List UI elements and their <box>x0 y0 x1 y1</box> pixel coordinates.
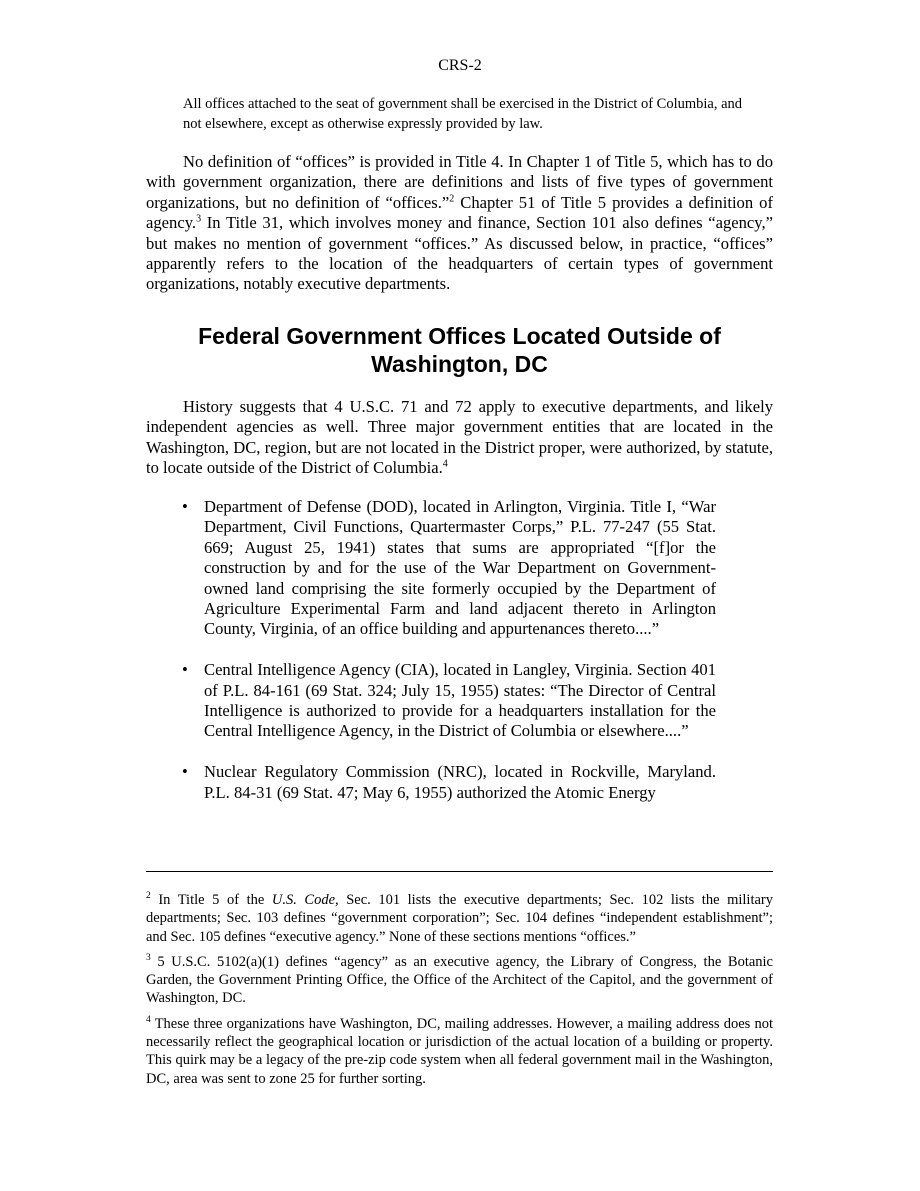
footnote-reference[interactable]: 3 <box>196 213 202 225</box>
footnote-2 <box>146 891 773 946</box>
footnote-divider <box>146 871 773 872</box>
footnote-number: 4 <box>146 1014 151 1025</box>
block-quote: All offices attached to the seat of government shall be exercised in the District of Columbia, and not elsewhere, except as otherwise expressly provided by law. <box>183 96 743 132</box>
list-item-text: Department of Defense (DOD), located in Arlington, Virginia. Title I, “War Department, Civil Functions, Quartermaster Corps,” P.L. 77-247 (55 Stat. 669; August 25, 1941) states that sums are appropriated “[f]or the construction by and for the use of the War Department on Government-owned land comprising the site formerly occupied by the Department of Agriculture Experimental Farm and land adjacent thereto in Arlington County, Virginia, of an office building and appurtenances thereto....” <box>204 497 716 639</box>
section-heading-line: Federal Government Offices Located Outside of <box>198 323 721 349</box>
bullet-icon: • <box>182 497 188 516</box>
paragraph-text: No definition of “offices” is provided in Title 4. In Chapter 1 of Title 5, which has to do with government organization, there are definitions and lists of five types of government organizations, but no definition of “offices.” <box>146 152 773 212</box>
list-item-nrc <box>180 762 716 803</box>
footnote-text: , Sec. 101 lists the executive departments; Sec. 102 lists the military departments; Sec. 103 defines “government corporation”; Sec. 104 defines “independent establishment”; and Sec. 105 defines “executive agency.” None of these sections mentions “offices.” <box>146 892 773 945</box>
footnote-text: In Title 5 of the <box>158 892 272 908</box>
footnote-number: 3 <box>146 953 151 964</box>
paragraph-text: Chapter 51 of Title 5 provides a definition of agency. <box>146 192 773 233</box>
footnotes-section <box>146 891 773 1095</box>
list-item-cia <box>180 660 716 742</box>
footnote-4 <box>146 1015 773 1088</box>
bullet-icon: • <box>182 762 188 782</box>
list-item-dod <box>180 497 716 640</box>
agency-bullet-list <box>180 497 716 823</box>
footnote-text: 5 U.S.C. 5102(a)(1) defines “agency” as an executive agency, the Library of Congress, the Botanic Garden, the Government Printing Office, the Office of the Architect of the Capitol, and the government of Washington, DC. <box>146 953 773 1007</box>
section-heading <box>146 322 773 378</box>
paragraph-text: In Title 31, which involves money and finance, Section 101 also defines “agency,” but makes no mention of government “offices.” As discussed below, in practice, “offices” apparently refers to the location of the headquarters of certain types of government organizations, notably executive departments. <box>146 213 773 294</box>
footnote-number: 2 <box>146 891 151 902</box>
footnote-3 <box>146 953 773 1008</box>
paragraph-text: History suggests that 4 U.S.C. 71 and 72 apply to executive departments, and likely independent agencies as well. Three major government entities that are located in the Washington, DC, region, but are not located in the District proper, were authorized, by statute, to locate outside of the District of Columbia. <box>146 397 773 478</box>
footnote-reference[interactable]: 2 <box>449 193 455 205</box>
body-paragraph-history <box>146 397 773 479</box>
list-item-text: Central Intelligence Agency (CIA), located in Langley, Virginia. Section 401 of P.L. 84-161 (69 Stat. 324; July 15, 1955) states: “The Director of Central Intelligence is authorized to provide for a headquarters installation for the Central Intelligence Agency, in the District of Columbia or elsewhere....” <box>204 660 716 741</box>
list-item-text: Nuclear Regulatory Commission (NRC), located in Rockville, Maryland. P.L. 84-31 (69 Stat. 47; May 6, 1955) authorized the Atomic Energy <box>204 762 716 802</box>
page-number: CRS-2 <box>438 57 482 74</box>
bullet-icon: • <box>182 660 188 680</box>
footnote-italic-text: U.S. Code <box>271 892 336 908</box>
section-heading-line: Washington, DC <box>371 351 548 377</box>
footnote-reference[interactable]: 4 <box>442 458 448 470</box>
footnote-text: These three organizations have Washington, DC, mailing addresses. However, a mailing address does not necessarily reflect the geographical location or jurisdiction of the actual location of a building or property. This quirk may be a legacy of the pre-zip code system when all federal government mail in the Washington, DC, area was sent to zone 25 for further sorting. <box>146 1015 773 1087</box>
body-paragraph-definitions <box>146 152 773 295</box>
